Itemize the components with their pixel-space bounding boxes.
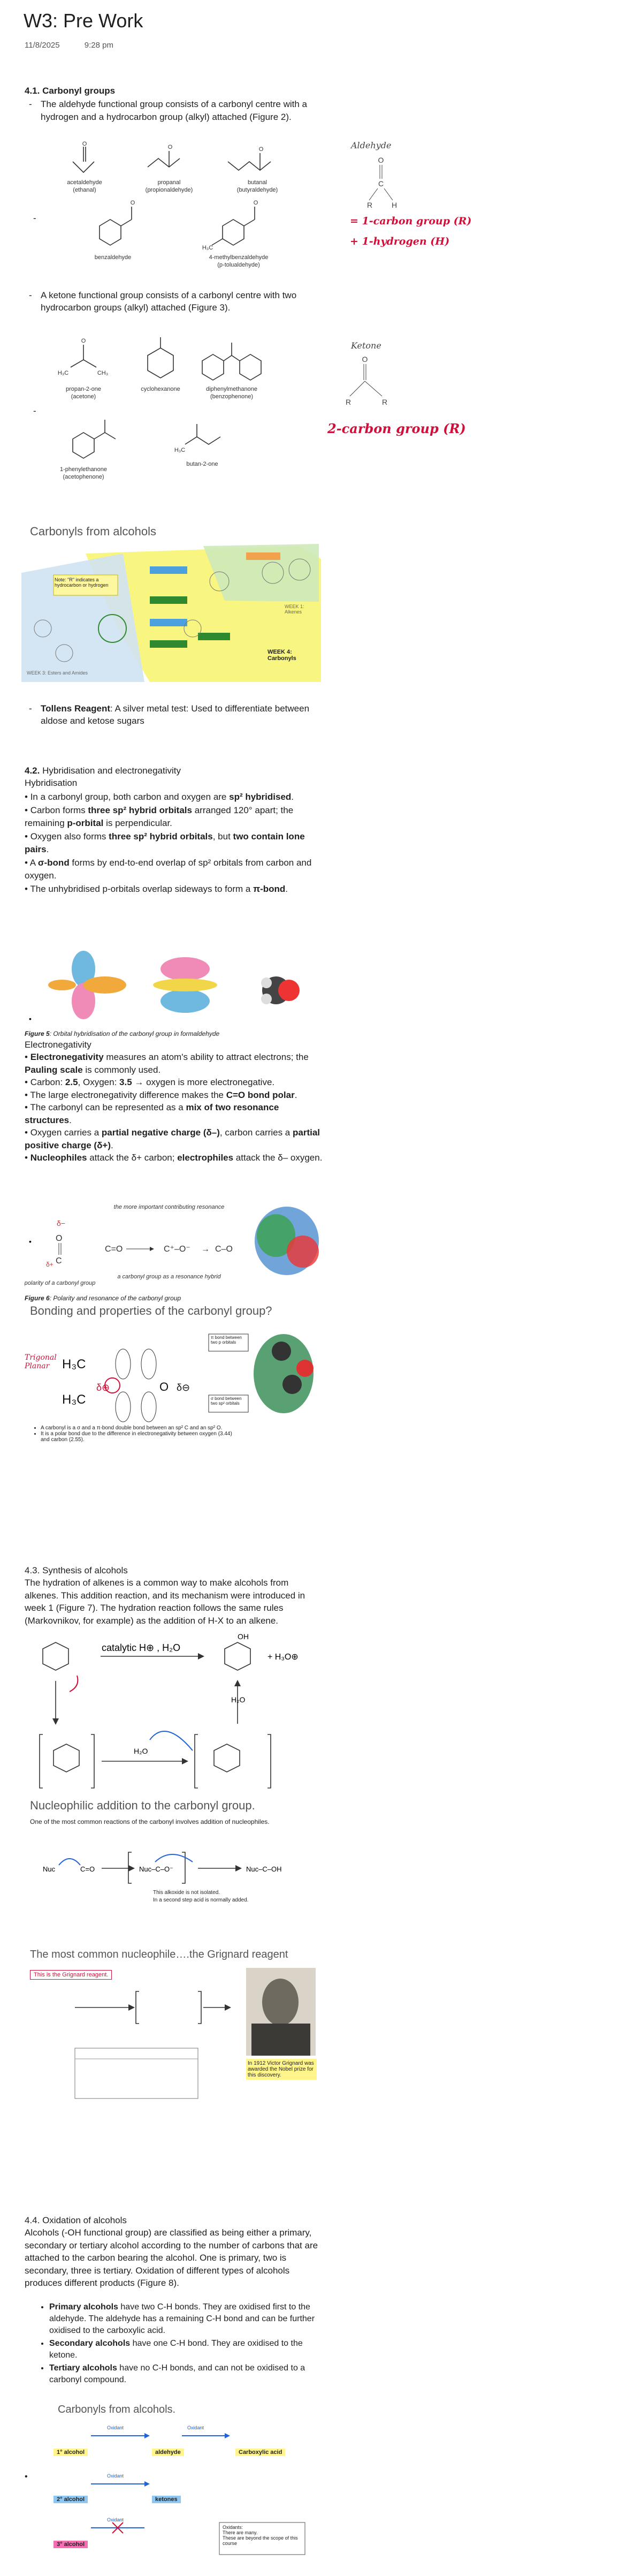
- section-heading: 4.2.: [25, 766, 40, 776]
- svg-text:O: O: [167, 144, 173, 150]
- figure-6-caption: Figure 6: Polarity and resonance of the carbonyl group: [25, 1294, 181, 1302]
- acetaldehyde-structure: [67, 141, 102, 193]
- svg-text:Nuc–C–O⁻: Nuc–C–O⁻: [139, 1865, 173, 1873]
- catalytic-label: catalytic H⊕ , H₂O: [102, 1642, 181, 1653]
- section-heading: 4.3. Synthesis of alcohols: [25, 1565, 128, 1575]
- note-ketone-sketch: [334, 353, 398, 412]
- primary-alcohol: 1° alcohol: [54, 2449, 88, 2456]
- tollens-block: [25, 701, 324, 729]
- en-bullet-1: • Electronegativity measures an atom's ability to attract electrons; the Pauling scale is commonly used.: [25, 1052, 309, 1075]
- sigma-label: σ bond between two sp² orbitals: [211, 1396, 242, 1406]
- svg-text:+ H₃O⊕: + H₃O⊕: [268, 1653, 299, 1662]
- subheading-electronegativity: Electronegativity: [25, 1040, 91, 1050]
- svg-text:R: R: [346, 398, 351, 406]
- oxidant-1: Oxidant: [107, 2425, 124, 2430]
- grignard-box: This is the Grignard reagent.: [30, 1970, 112, 1980]
- slide-nucleophilic-addition: [21, 1799, 321, 1916]
- svg-text:R: R: [367, 201, 373, 209]
- tollens-text: : A silver metal test: Used to differentiate between aldose and ketose sugars: [41, 703, 310, 726]
- week1-label: WEEK 1: Alkenes: [285, 604, 304, 615]
- label-butanone: butan-2-one: [186, 461, 218, 467]
- tertiary-alcohol: 3° alcohol: [54, 2541, 88, 2548]
- slide-map: [21, 521, 321, 688]
- slide-carbonyls-from-alcohols: [21, 521, 321, 688]
- label-hybrid: a carbonyl group as a resonance hybrid: [117, 1274, 221, 1280]
- svg-text:C: C: [56, 1256, 62, 1266]
- oxidant-3: Oxidant: [107, 2473, 124, 2479]
- note-aldehyde-h: + 1-hydrogen (H): [350, 236, 450, 247]
- svg-text:H: H: [392, 201, 398, 209]
- svg-text:δ−: δ−: [57, 1219, 65, 1228]
- section-text: Alcohols (-OH functional group) are classified as being either a primary, secondary or tertiary alcohol according to the number of carbons that are attached to the carbon bearing the alcohol. One is primary, two is secondary, three is tertiary. Oxidation of different types of alcohols produces different products (Figure 8).: [25, 2228, 318, 2289]
- label-butanal-2: (butyraldehyde): [236, 187, 278, 193]
- oxidant-4: Oxidant: [107, 2517, 124, 2522]
- svg-text:CH₃: CH₃: [97, 370, 109, 376]
- slide-subtitle: One of the most common reactions of the carbonyl involves addition of nucleophiles.: [30, 1818, 270, 1825]
- ketone-text: - A ketone functional group consists of a carbonyl centre with two hydrocarbon groups (alkyl) attached (Figure 3).: [41, 289, 324, 314]
- bullet-5: • The unhybridised p-orbitals overlap sideways to form a π-bond.: [25, 884, 288, 895]
- butanone-structure: [174, 424, 220, 467]
- ketone-label: ketones: [152, 2496, 181, 2503]
- svg-text:O: O: [130, 200, 135, 206]
- svg-text:H₃C: H₃C: [62, 1357, 86, 1372]
- en-bullet-6: • Nucleophiles attack the δ+ carbon; electrophiles attack the δ– oxygen.: [25, 1153, 323, 1163]
- label-polarity: polarity of a carbonyl group: [25, 1280, 96, 1286]
- oxidation-bullet-2: • Secondary alcohols have one C-H bond. They are oxidised to the ketone.: [49, 2338, 324, 2361]
- note-ketone-r: 2-carbon group (R): [327, 421, 466, 436]
- hydration-mechanism: [21, 1633, 321, 1793]
- en-bullet-2: • Carbon: 2.5, Oxygen: 3.5 → oxygen is more electronegative.: [25, 1077, 275, 1088]
- page-time: 9:28 pm: [84, 41, 113, 50]
- svg-text:C=O: C=O: [105, 1245, 123, 1254]
- section-4-2: 4.2. Hybridisation and electronegativity Hybridisation • In a carbonyl group, both carbon and oxygen are sp² hybridised. • Carbon forms three sp² hybrid orbitals arranged 120° apart; the remaining p-orbital is perpendicular. • Oxygen also forms three sp² hybrid orbitals, but two contain lone pairs. • A σ-bond forms by end-to-end overlap of sp² orbitals from carbon and oxygen. • The unhybridised p-orbitals overlap sideways to form a π-bond.: [25, 764, 324, 897]
- svg-text:O: O: [82, 141, 87, 147]
- bullet-dash: -: [33, 213, 36, 223]
- svg-text:H₃C: H₃C: [57, 370, 69, 376]
- slide-bullet-1: • A carbonyl is a σ and a π-bond double bond between an sp² C and an sp² O.: [41, 1425, 233, 1431]
- week3-label: WEEK 3: Esters and Amides: [27, 670, 88, 676]
- oxidation-bullet-1: • Primary alcohols have two C-H bonds. They are oxidised first to the aldehyde. The aldehyde has a remaining C-H bond and can be further oxidised to the carboxylic acid.: [49, 2301, 324, 2337]
- alkoxide-note-1: This alkoxide is not isolated.: [153, 1890, 220, 1896]
- note-aldehyde-title: Aldehyde: [351, 140, 392, 150]
- slide-oxidation: [21, 2404, 321, 2564]
- electronegativity-block: [25, 1039, 324, 1164]
- alkoxide-note-2: In a second step acid is normally added.: [153, 1897, 249, 1903]
- svg-text:C=O: C=O: [80, 1865, 95, 1873]
- bullet-dash-2: -: [33, 406, 36, 416]
- svg-text:H₂O: H₂O: [231, 1695, 246, 1704]
- slide-title: Carbonyls from alcohols.: [58, 2404, 176, 2415]
- note-aldehyde-sketch: [360, 155, 402, 214]
- ketone-block: [25, 288, 324, 315]
- label-benzophenone-1: diphenylmethanone: [205, 386, 258, 392]
- slide-note: Note: "R" indicates a hydrocarbon or hydrogen: [55, 577, 109, 588]
- label-butanal-1: butanal: [247, 179, 268, 186]
- tollens-label: Tollens Reagent: [41, 703, 111, 714]
- methylbenzaldehyde-structure: [202, 200, 269, 268]
- bullet-1: • In a carbonyl group, both carbon and oxygen are sp² hybridised.: [25, 791, 294, 802]
- acetone-structure: [58, 338, 108, 400]
- svg-text:H₃C: H₃C: [202, 245, 213, 251]
- section-4-4: [25, 2214, 324, 2387]
- label-propanal-2: (propionaldehyde): [145, 187, 193, 193]
- slide-title: Nucleophilic addition to the carbonyl group.: [30, 1799, 255, 1812]
- page-meta: [25, 41, 136, 50]
- benzaldehyde-structure: [95, 200, 135, 261]
- label-acetaldehyde-1: acetaldehyde: [67, 179, 102, 186]
- slide-title: The most common nucleophile….the Grignard reagent: [30, 1949, 288, 1960]
- propanal-structure: [146, 144, 193, 193]
- svg-text:C–O: C–O: [215, 1245, 233, 1254]
- note-ketone-title: Ketone: [351, 340, 381, 351]
- bullet-3: • Oxygen also forms three sp² hybrid orbitals, but two contain lone pairs.: [25, 831, 305, 854]
- svg-text:Nuc–C–OH: Nuc–C–OH: [246, 1865, 282, 1873]
- svg-text:H₃C: H₃C: [174, 447, 186, 453]
- label-methylbenzaldehyde-2: (p-tolualdehyde): [217, 262, 260, 268]
- label-important: the more important contributing resonance: [113, 1204, 225, 1210]
- aldehyde-figure: [51, 140, 330, 274]
- slide-grignard: [21, 1949, 321, 2104]
- slide-title: Carbonyls from alcohols: [30, 525, 156, 538]
- note-aldehyde-r: = 1-carbon group (R): [350, 215, 472, 227]
- svg-text:O: O: [56, 1234, 63, 1243]
- svg-text:R: R: [382, 398, 388, 406]
- svg-text:H₃C: H₃C: [62, 1392, 86, 1407]
- label-acetophenone-2: (acetophenone): [63, 474, 104, 480]
- svg-text:δ+: δ+: [46, 1261, 54, 1268]
- svg-text:OH: OH: [238, 1633, 249, 1641]
- en-bullet-4: • The carbonyl can be represented as a mix of two resonance structures.: [25, 1102, 279, 1125]
- svg-text:H₂O: H₂O: [134, 1747, 148, 1755]
- label-benzophenone-2: (benzophenone): [210, 393, 254, 400]
- label-benzaldehyde: benzaldehyde: [94, 254, 132, 261]
- svg-text:C: C: [378, 179, 384, 188]
- svg-text:•: •: [29, 1237, 32, 1246]
- oxidant-2: Oxidant: [187, 2425, 204, 2430]
- svg-text:C⁺–O⁻: C⁺–O⁻: [164, 1245, 190, 1254]
- page-title: W3: Pre Work: [24, 10, 143, 32]
- bullet-4: • A σ-bond forms by end-to-end overlap of sp² orbitals from carbon and oxygen.: [25, 858, 312, 881]
- polarity-figure: [25, 1193, 324, 1294]
- svg-text:O: O: [81, 338, 86, 344]
- label-propanal-1: propanal: [157, 179, 181, 186]
- acid-label: Carboxylic acid: [235, 2449, 285, 2456]
- label-acetaldehyde-2: (ethanal): [73, 187, 96, 193]
- annotation-trigonal: Trigonal Planar: [25, 1353, 57, 1370]
- section-4-1: [25, 85, 324, 124]
- week4-label: WEEK 4: Carbonyls: [268, 649, 296, 662]
- pi-label: π bond between two p orbitals: [211, 1335, 242, 1345]
- bullet-dot: •: [25, 2472, 28, 2481]
- slide-title: Bonding and properties of the carbonyl group?: [30, 1304, 272, 1317]
- slide-bullet-2: • It is a polar bond due to the difference in electronegativity between oxygen (3.44) and carbon (2.55).: [41, 1431, 233, 1443]
- label-methylbenzaldehyde-1: 4-methylbenzaldehyde: [209, 254, 269, 261]
- svg-text:Nuc: Nuc: [43, 1865, 56, 1873]
- bullet-2: • Carbon forms three sp² hybrid orbitals arranged 120° apart; the remaining p-orbital is perpendicular.: [25, 805, 294, 828]
- benzophenone-structure: [202, 343, 261, 400]
- svg-text:O: O: [159, 1380, 169, 1393]
- section-text: The hydration of alkenes is a common way to make alcohols from alkenes. This addition reaction, and its mechanism were introduced in week 1 (Figure 7). The hydration reaction follows the same rules (Markovnikov, for example) as the addition of H-X to an alkene.: [25, 1578, 305, 1626]
- svg-text:•: •: [29, 1014, 32, 1023]
- aldehyde-text: - The aldehyde functional group consists of a carbonyl centre with a hydrogen and a hydrocarbon group (alkyl) attached (Figure 2).: [41, 98, 324, 123]
- secondary-alcohol: 2° alcohol: [54, 2496, 88, 2503]
- section-heading: 4.4. Oxidation of alcohols: [25, 2215, 127, 2225]
- cyclohexanone-structure: [141, 337, 180, 392]
- en-bullet-5: • Oxygen carries a partial negative charge (δ–), carbon carries a partial positive charge (δ+).: [25, 1127, 320, 1150]
- label-acetone-2: (acetone): [71, 393, 96, 400]
- butanal-structure: [228, 146, 278, 193]
- svg-text:δ⊖: δ⊖: [177, 1382, 190, 1393]
- svg-text:O: O: [362, 355, 368, 363]
- acetophenone-structure: [60, 420, 116, 480]
- label-acetophenone-1: 1-phenylethanone: [59, 466, 108, 473]
- svg-text:O: O: [258, 146, 264, 153]
- oxidation-bullet-3: • Tertiary alcohols have no C-H bonds, and can not be oxidised to a carbonyl compound.: [49, 2362, 324, 2386]
- svg-text:O: O: [253, 200, 258, 206]
- en-bullet-3: • The large electronegativity difference makes the C=O bond polar.: [25, 1089, 297, 1100]
- grignard-scheme: [21, 1949, 321, 2104]
- label-cyclohexanone: cyclohexanone: [141, 386, 180, 392]
- figure-5-caption: Figure 5: Orbital hybridisation of the carbonyl group in formaldehyde: [25, 1030, 220, 1037]
- aldehyde-label: aldehyde: [152, 2449, 184, 2456]
- page-date: 11/8/2025: [25, 41, 60, 50]
- subheading-hybridisation: Hybridisation: [25, 778, 78, 789]
- oxidants-box: Oxidants: There are many. These are beyond the scope of this course: [223, 2525, 298, 2546]
- svg-text:O: O: [378, 156, 384, 164]
- orbital-figure: [25, 931, 324, 1028]
- nobel-caption: In 1912 Victor Grignard was awarded the Nobel prize for this discovery.: [246, 2059, 317, 2080]
- section-heading: 4.1. Carbonyl groups: [25, 86, 116, 96]
- svg-text:δ⊕: δ⊕: [96, 1382, 110, 1393]
- slide-bonding: [21, 1304, 321, 1465]
- section-4-3: [25, 1564, 324, 1627]
- svg-text:→: →: [201, 1245, 210, 1254]
- label-acetone-1: propan-2-one: [65, 386, 102, 392]
